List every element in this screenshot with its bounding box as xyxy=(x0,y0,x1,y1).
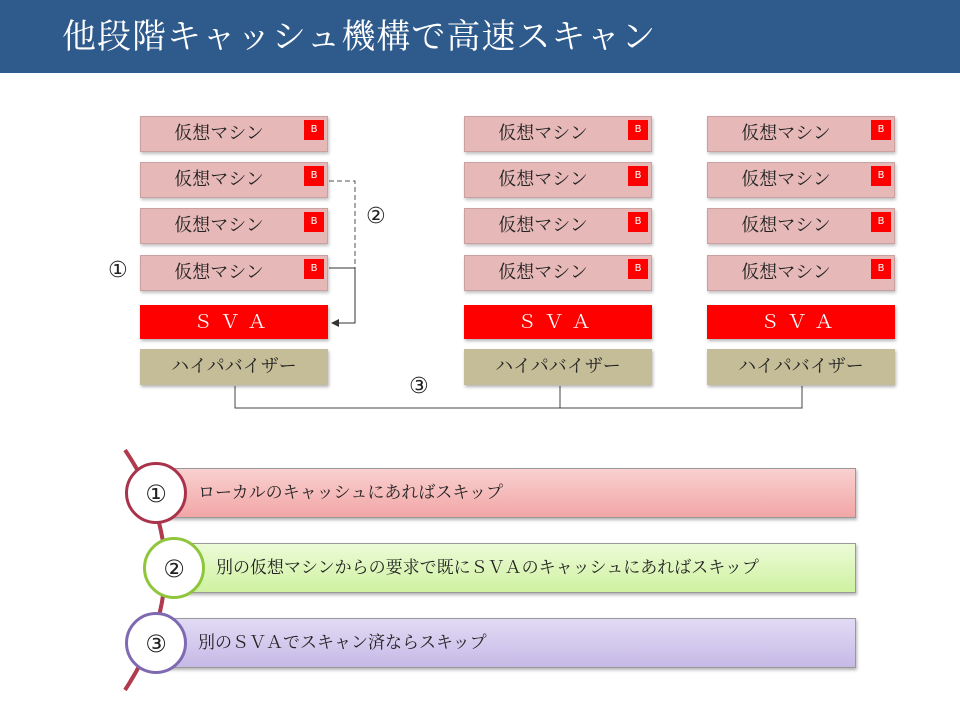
legend-text-3: 別のＳＶＡでスキャン済ならスキップ xyxy=(198,633,487,653)
badge-b: B xyxy=(871,212,891,232)
marker-3: ③ xyxy=(409,374,429,399)
badge-b: B xyxy=(304,166,324,186)
vm-label: 仮想マシン xyxy=(174,215,264,236)
hypervisor-connection-3 xyxy=(235,386,802,408)
legend-band-3 xyxy=(160,618,856,668)
badge-b: B xyxy=(628,259,648,279)
sva-col1: ＳＶＡ xyxy=(140,305,328,339)
badge-b: B xyxy=(304,120,324,140)
dashed-path-2 xyxy=(329,181,355,323)
vm-label: 仮想マシン xyxy=(174,262,264,283)
hypervisor-col3: ハイパバイザー xyxy=(707,349,895,385)
legend-text-1: ローカルのキャッシュにあればスキップ xyxy=(198,483,503,503)
vm-col3-row2 xyxy=(707,162,895,198)
page-title: 他段階キャッシュ機構で高速スキャン xyxy=(62,17,657,57)
vm-col1-row3 xyxy=(140,208,328,244)
legend-text-2: 別の仮想マシンからの要求で既にＳＶＡのキャッシュにあればスキップ xyxy=(216,558,759,578)
legend-band-1 xyxy=(160,468,856,518)
badge-b: B xyxy=(871,259,891,279)
badge-b: B xyxy=(628,120,648,140)
vm-col3-row4 xyxy=(707,255,895,291)
legend-circle-1: ① xyxy=(125,462,187,524)
solid-path-2 xyxy=(329,268,355,323)
marker-1: ① xyxy=(108,258,128,283)
sva-col2: ＳＶＡ xyxy=(464,305,652,339)
vm-label: 仮想マシン xyxy=(498,169,588,190)
vm-label: 仮想マシン xyxy=(741,123,831,144)
vm-col1-row2 xyxy=(140,162,328,198)
badge-b: B xyxy=(304,212,324,232)
legend-circle-3: ③ xyxy=(125,612,187,674)
vm-col2-row2 xyxy=(464,162,652,198)
hypervisor-col1: ハイパバイザー xyxy=(140,349,328,385)
sva-col3: ＳＶＡ xyxy=(707,305,895,339)
vm-col2-row4 xyxy=(464,255,652,291)
vm-label: 仮想マシン xyxy=(741,215,831,236)
legend-circle-2: ② xyxy=(143,537,205,599)
marker-2: ② xyxy=(366,204,386,229)
vm-label: 仮想マシン xyxy=(741,169,831,190)
badge-b: B xyxy=(871,120,891,140)
hypervisor-col2: ハイパバイザー xyxy=(464,349,652,385)
vm-col2-row1 xyxy=(464,116,652,152)
vm-col1-row4 xyxy=(140,255,328,291)
vm-col2-row3 xyxy=(464,208,652,244)
badge-b: B xyxy=(871,166,891,186)
vm-label: 仮想マシン xyxy=(498,215,588,236)
vm-col3-row1 xyxy=(707,116,895,152)
vm-label: 仮想マシン xyxy=(174,169,264,190)
vm-label: 仮想マシン xyxy=(498,123,588,144)
badge-b: B xyxy=(304,259,324,279)
vm-label: 仮想マシン xyxy=(174,123,264,144)
vm-label: 仮想マシン xyxy=(741,262,831,283)
badge-b: B xyxy=(628,166,648,186)
vm-col3-row3 xyxy=(707,208,895,244)
badge-b: B xyxy=(628,212,648,232)
legend-band-2 xyxy=(160,543,856,593)
vm-col1-row1 xyxy=(140,116,328,152)
vm-label: 仮想マシン xyxy=(498,262,588,283)
